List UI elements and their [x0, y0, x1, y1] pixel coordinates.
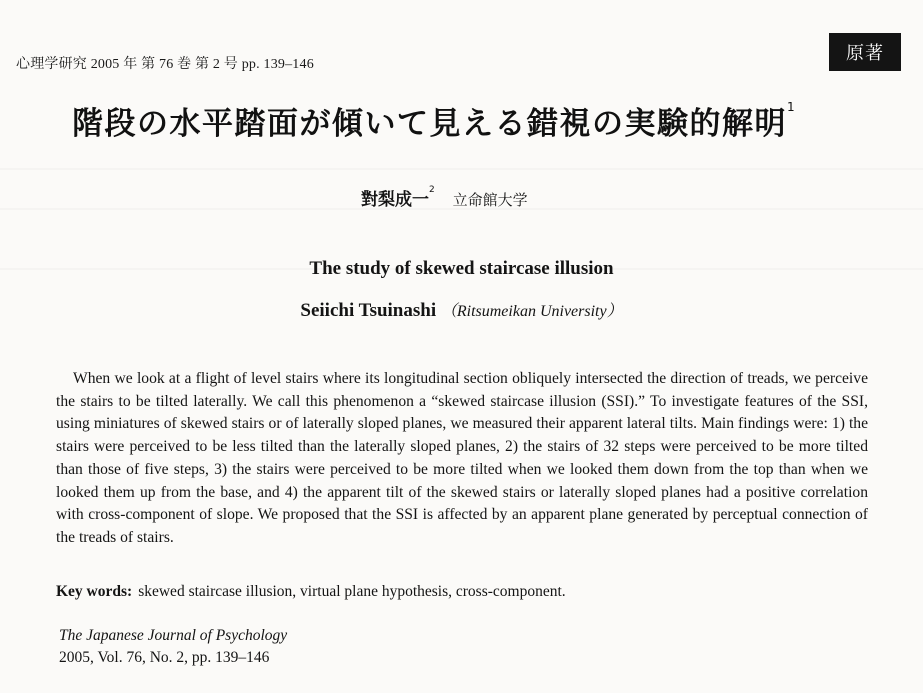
japanese-author-name: 對梨成一	[361, 190, 429, 210]
english-author-name: Seiichi Tsuinashi	[300, 300, 437, 321]
japanese-author-line	[361, 185, 528, 210]
english-affiliation: （Ritsumeikan University）	[440, 303, 623, 320]
english-author-line	[0, 298, 923, 322]
japanese-title	[72, 98, 796, 143]
running-head: 心理学研究 2005 年 第 76 巻 第 2 号 pp. 139–146	[16, 57, 314, 72]
keywords-label: Key words:	[56, 583, 133, 600]
abstract: When we look at a flight of level stairs where its longitudinal section obliquely intersected the direction of treads, we perceive the stairs to be tilted laterally. We call this phenomenon a “skewed staircase illusion (SSI).” To investigate features of the SSI, using miniatures of skewed stairs or of laterally sloped planes, we measured their apparent lateral tilts. Main findings were: 1) the stairs were perceived to be less tilted than the laterally sloped planes, 2) the stairs of 32 steps were perceived to be more tilted than those of five steps, 3) the stairs were perceived to be more tilted when we looked them down from the top than when we looked them up from the base, and 4) the apparent tilt of the skewed stairs or laterally sloped planes had a positive correlation with cross-component of slope. We proposed that the SSI is affected by an apparent plane generated by perceptual connection of the treads of stairs.	[56, 370, 868, 546]
journal-citation	[59, 625, 287, 669]
japanese-title-text: 階段の水平踏面が傾いて見える錯視の実験的解明	[72, 106, 787, 142]
journal-name: The Japanese Journal of Psychology	[59, 627, 288, 644]
journal-volume: 2005, Vol. 76, No. 2, pp. 139–146	[59, 649, 270, 666]
author-footnote-mark: 2	[429, 185, 435, 195]
keywords-text: skewed staircase illusion, virtual plane hypothesis, cross-component.	[138, 583, 566, 600]
article-type-badge: 原著	[829, 33, 901, 71]
title-footnote-mark: 1	[787, 100, 797, 114]
english-title: The study of skewed staircase illusion	[309, 258, 614, 279]
keywords	[56, 583, 566, 601]
print-bleed	[0, 168, 923, 170]
japanese-affiliation: 立命館大学	[452, 191, 528, 209]
